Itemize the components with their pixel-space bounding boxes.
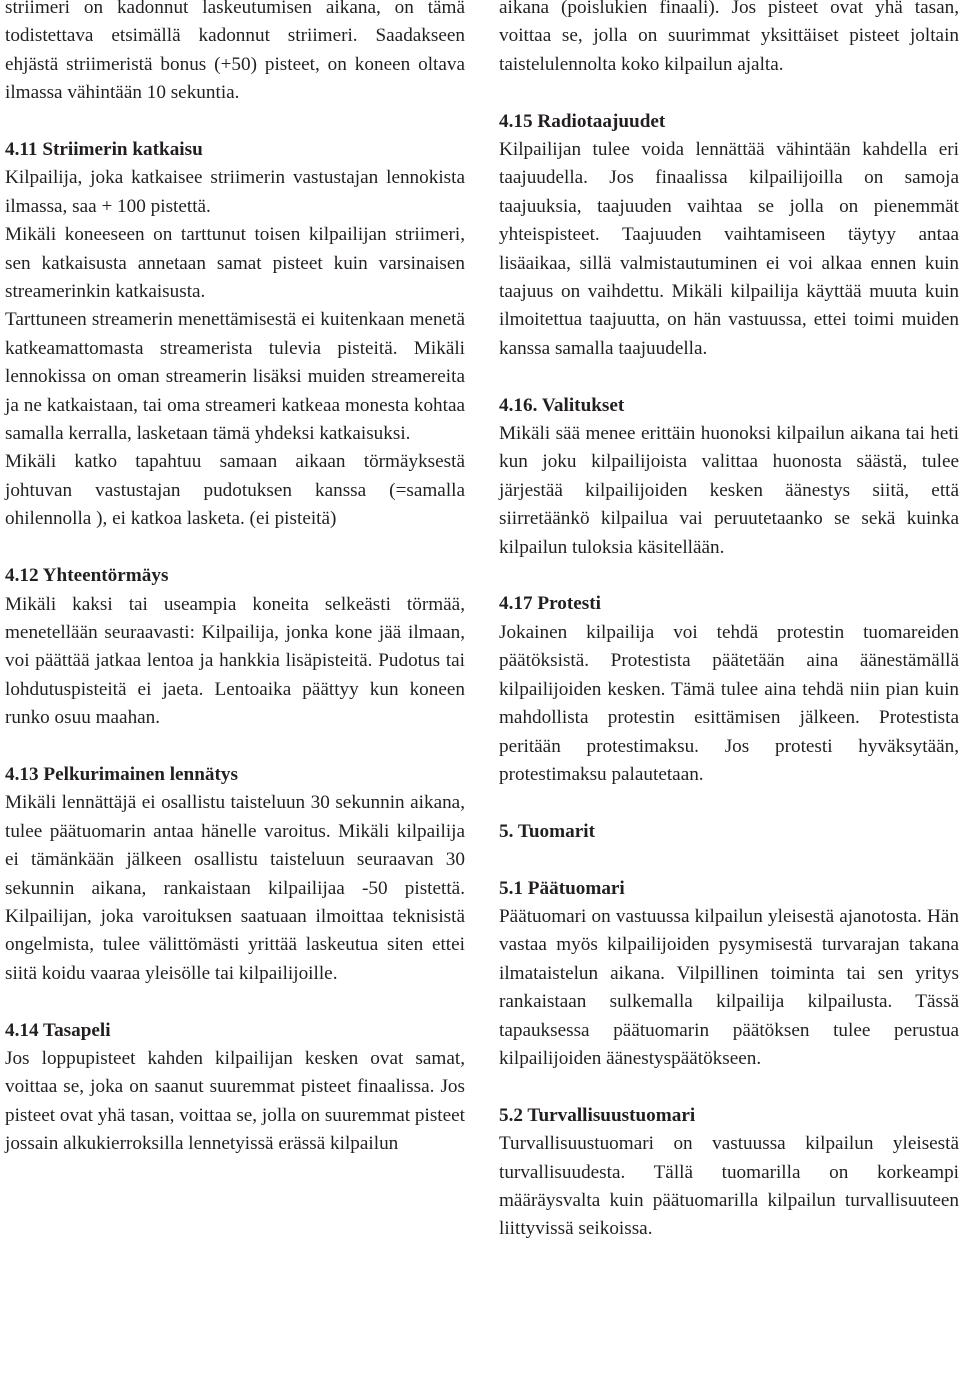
section-5-2 bbox=[499, 1102, 959, 1244]
paragraph: Tarttuneen streamerin menettämisestä ei kuitenkaan menetä katkeamattomasta streamerista tulevia pisteitä. Mikäli lennokissa on oman streamerin lisäksi muiden streamereita ja ne katkaistaan, tai oma streameri katkeaa monesta kohtaa samalla kerralla, lasketaan tämä yhdeksi katkaisuksi. bbox=[5, 309, 465, 445]
paragraph: Kilpailija, joka katkaisee striimerin vastustajan lennokista ilmassa, saa + 100 pistettä. bbox=[5, 167, 465, 217]
section-4-13 bbox=[5, 761, 465, 988]
section-heading: 4.14 Tasapeli bbox=[5, 1019, 111, 1041]
left-column bbox=[5, 0, 465, 1159]
right-intro-paragraph: aikana (poislukien finaali). Jos pisteet ovat yhä tasan, voittaa se, jolla on suurimmat yksittäiset pisteet joltain taistelulennolta koko kilpailun ajalta. bbox=[499, 0, 959, 75]
section-4-16 bbox=[499, 392, 959, 562]
section-5 bbox=[499, 818, 959, 846]
section-heading: 5.2 Turvallisuustuomari bbox=[499, 1104, 696, 1126]
section-heading: 5.1 Päätuomari bbox=[499, 877, 625, 899]
paragraph: Mikäli sää menee erittäin huonoksi kilpailun aikana tai heti kun joku kilpailijoista valittaa huonosta säästä, tulee järjestää kilpailijoiden kesken äänestys siitä, että siirretäänkö kilpailua vai peruutetaanko se sekä kuinka kilpailun tuloksia käsitellään. bbox=[499, 423, 959, 558]
section-4-15 bbox=[499, 108, 959, 364]
section-4-14 bbox=[5, 1017, 465, 1159]
section-heading: 4.15 Radiotaajuudet bbox=[499, 110, 666, 132]
right-column bbox=[499, 0, 959, 1244]
section-heading: 4.12 Yhteentörmäys bbox=[5, 565, 169, 587]
section-heading: 4.13 Pelkurimainen lennätys bbox=[5, 763, 238, 785]
paragraph: Jos loppupisteet kahden kilpailijan kesken ovat samat, voittaa se, joka on saanut suuremmat pisteet finaalissa. Jos pisteet ovat yhä tasan, voittaa se, jolla on suuremmat pisteet jossain alkukierroksilla lennetyissä erässä kilpailun bbox=[5, 1047, 465, 1155]
paragraph: Mikäli kaksi tai useampia koneita selkeästi törmää, menetellään seuraavasti: Kilpailija, jonka kone jää ilmaan, voi päättää jatkaa lentoa ja hankkia lisäpisteitä. Pudotus tai lohdutuspisteitä ei jaeta. Lentoaika päättyy kun koneen runko osuu maahan. bbox=[5, 593, 465, 729]
paragraph: Mikäli koneeseen on tarttunut toisen kilpailijan striimeri, sen katkaisusta annetaan samat pisteet kuin varsinaisen streamerinkin katkaisusta. bbox=[5, 224, 465, 303]
paragraph: Mikäli katko tapahtuu samaan aikaan törmäyksestä johtuvan vastustajan pudotuksen kanssa (=samalla ohilennolla ), ei katkoa lasketa. (ei pisteitä) bbox=[5, 451, 465, 530]
paragraph: Jokainen kilpailija voi tehdä protestin tuomareiden päätöksistä. Protestista päätetään aina äänestämällä kilpailijoiden kesken. Tämä tulee aina tehdä niin pian kuin mahdollista protestin esittämisen jälkeen. Protestista peritään protestimaksu. Jos protesti hyväksytään, protestimaksu palautetaan. bbox=[499, 621, 959, 785]
section-4-17 bbox=[499, 590, 959, 789]
section-heading: 4.16. Valitukset bbox=[499, 394, 625, 416]
paragraph: Mikäli lennättäjä ei osallistu taisteluun 30 sekunnin aikana, tulee päätuomarin antaa hänelle varoitus. Mikäli kilpailija ei tämänkään jälkeen osallistu taisteluun seuraavan 30 sekunnin aikana, rankaistaan kilpailijaa -50 pistettä. Kilpailijan, joka varoituksen saatuaan ilmoittaa teknisistä ongelmista, tulee välittömästi yrittää laskeutua siten ettei siitä koidu vaaraa yleisölle tai kilpailijoille. bbox=[5, 792, 465, 984]
paragraph: Päätuomari on vastuussa kilpailun yleisestä ajanotosta. Hän vastaa myös kilpailijoiden pysymisestä turvarajan takana ilmataistelun aikana. Vilpillinen toiminta tai sen yritys rankaistaan sulkemalla kilpailija kilpailusta. Tässä tapauksessa päätuomarin päätöksen tulee perustua kilpailijoiden äänestyspäätökseen. bbox=[499, 905, 959, 1069]
paragraph: Turvallisuustuomari on vastuussa kilpailun yleisestä turvallisuudesta. Tällä tuomarilla on korkeampi määräysvalta kuin päätuomarilla kilpailun turvallisuuteen liittyvissä seikoissa. bbox=[499, 1133, 959, 1240]
section-heading: 4.11 Striimerin katkaisu bbox=[5, 139, 203, 161]
section-heading: 4.17 Protesti bbox=[499, 593, 601, 615]
paragraph: Kilpailijan tulee voida lennättää vähintään kahdella eri taajuudella. Jos finaalissa kilpailijoilla on samoja taajuuksia, taajuuden vaihtaa se jolla on pienemmät yhteispisteet. Taajuuden vaihtamiseen täytyy antaa lisäaikaa, sillä valmistautuminen ei voi alkaa ennen kuin taajuus on vaihdettu. Mikäli kilpailija käyttää muuta kuin ilmoitettua taajuutta, on hän vastuussa, ettei toimi muiden kanssa samalla taajuudella. bbox=[499, 139, 959, 359]
left-intro-paragraph: striimeri on kadonnut laskeutumisen aikana, on tämä todistettava etsimällä kadonnut striimeri. Saadakseen ehjästä striimeristä bonus (+50) pisteet, on koneen oltava ilmassa vähintään 10 sekuntia. bbox=[5, 0, 465, 104]
section-4-12 bbox=[5, 562, 465, 732]
section-5-1 bbox=[499, 875, 959, 1074]
chapter-heading: 5. Tuomarit bbox=[499, 820, 595, 842]
section-4-11 bbox=[5, 136, 465, 534]
